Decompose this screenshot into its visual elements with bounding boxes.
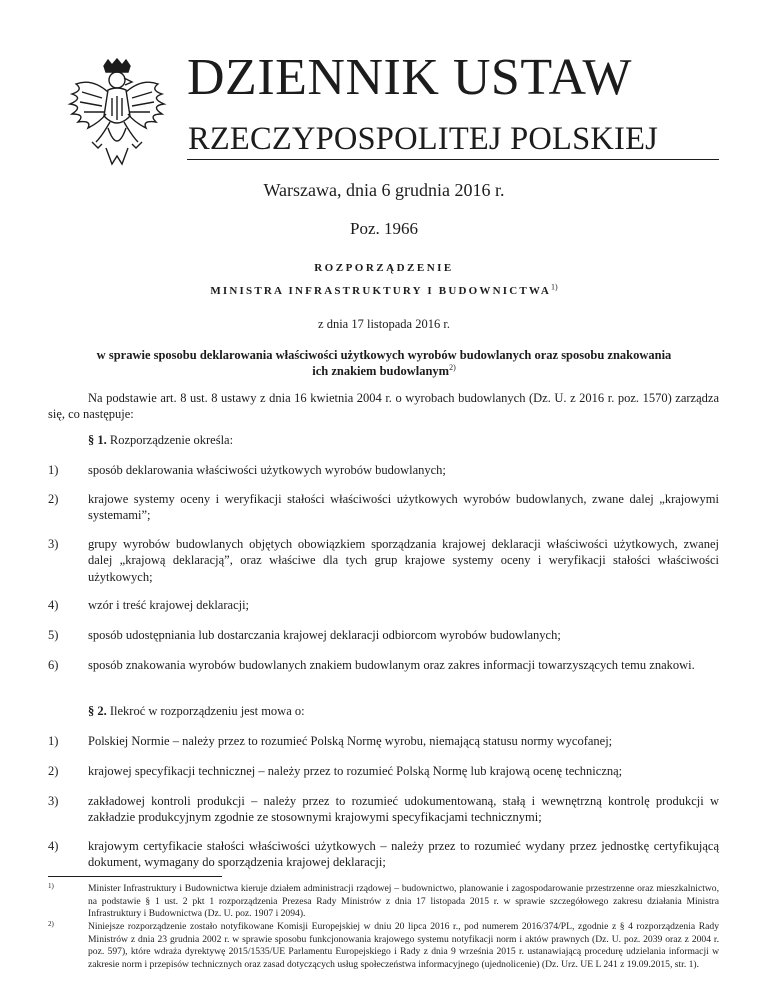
footnote-number: 2) — [48, 920, 54, 928]
list-item-number: 4) — [48, 598, 59, 612]
subject-line-1: w sprawie sposobu deklarowania właściwości użytkowych wyrobów budowlanych oraz sposobu znakowania — [96, 348, 672, 362]
eagle-emblem — [62, 58, 172, 170]
list-item-number: 1) — [48, 734, 59, 748]
title-divider — [187, 159, 719, 160]
act-type: ROZPORZĄDZENIE — [314, 262, 454, 274]
footnote-text: Niniejsze rozporządzenie zostało notyfikowane Komisji Europejskiej w dniu 20 lipca 2016 r., pod numerem 2016/374/PL, zgodnie z § 4 rozporządzenia Rady Ministrów z dnia 23 grudnia 2002 r. w sprawie sposobu funkcjonowania krajowego systemu notyfikacji norm i aktów prawnych (Dz. U. poz. 2039 oraz z 2004 r. poz. 597), które wdraża dyrektywę 2015/1535/UE Parlamentu Europejskiego i Rady z dnia 9 września 2015 r. ustanawiającą procedurę udzielania informacji w zakresie norm i przepisów technicznych oraz zasad dotyczących usług społeczeństwa informacyjnego (ujednolicenie) (Dz. Urz. UE L 241 z 19.09.2015, str. 1). — [88, 921, 719, 970]
list-item-text: zakładowej kontroli produkcji – należy przez to rozumieć udokumentowaną, stałą i wewnętrzną kontrolę produkcji w zakładzie produkcyjnym zgodnie ze stosownymi krajowymi specyfikacjami technicznymi; — [88, 794, 719, 825]
list-item-text: sposób udostępniania lub dostarczania krajowej deklaracji odbiorcom wyrobów budowlanych; — [88, 628, 561, 642]
list-item-number: 3) — [48, 794, 59, 808]
place-date: Warszawa, dnia 6 grudnia 2016 r. — [263, 180, 505, 200]
footnote-divider — [48, 876, 222, 877]
section-2-lead: Ilekroć w rozporządzeniu jest mowa o: — [106, 704, 305, 718]
section-2-heading — [88, 703, 305, 719]
list-item-number: 5) — [48, 628, 59, 642]
list-item-number: 6) — [48, 658, 59, 672]
journal-subtitle: RZECZYPOSPOLITEJ POLSKIEJ — [188, 121, 658, 157]
list-item-text: krajowe systemy oceny i weryfikacji stałości właściwości użytkowych wyrobów budowlanych, zwane dalej „krajowymi systemami”; — [88, 492, 719, 523]
list-item-text: sposób znakowania wyrobów budowlanych znakiem budowlanym oraz zakres informacji towarzyszących temu znakowi. — [88, 658, 695, 672]
list-item-text: krajowej specyfikacji technicznej – należy przez to rozumieć Polską Normę lub krajową ocenę techniczną; — [88, 764, 623, 778]
list-item-text: krajowym certyfikacie stałości właściwości użytkowych – należy przez to rozumieć wydany przez jednostkę certyfikującą dokument, wymagany do sporządzenia krajowej deklaracji; — [88, 839, 719, 870]
subject-line-2: ich znakiem budowlanym — [312, 364, 450, 378]
footnote-ref-1: 1) — [551, 282, 558, 292]
act-date: z dnia 17 listopada 2016 r. — [318, 317, 450, 331]
issuer-name: MINISTRA INFRASTRUKTURY I BUDOWNICTWA — [210, 285, 551, 297]
act-subject — [80, 347, 688, 379]
list-item-text: grupy wyrobów budowlanych objętych obowiązkiem sporządzania krajowej deklaracji właściwości użytkowych, zwanej dalej „krajową deklaracją”, oraz właściwe dla tych grup krajowe systemy oceny i weryfikacji stałości właściwości użytkowych; — [88, 537, 719, 584]
list-item-number: 2) — [48, 492, 59, 506]
section-1-marker: § 1. — [88, 433, 107, 447]
list-item-text: Polskiej Normie – należy przez to rozumieć Polską Normę wyrobu, niemającą statusu normy wycofanej; — [88, 734, 613, 748]
section-1-heading — [88, 432, 233, 448]
journal-title: DZIENNIK USTAW — [187, 49, 632, 106]
section-2-marker: § 2. — [88, 704, 107, 718]
position-number: Poz. 1966 — [350, 219, 418, 238]
list-item-number: 3) — [48, 537, 59, 551]
footnote-number: 1) — [48, 882, 54, 890]
legal-basis-paragraph: Na podstawie art. 8 ust. 8 ustawy z dnia 16 kwietnia 2004 r. o wyrobach budowlanych (Dz. U. z 2016 r. poz. 1570) zarządza się, co następuje: — [48, 391, 719, 422]
list-item-number: 2) — [48, 764, 59, 778]
act-issuer — [0, 282, 768, 297]
list-item-number: 4) — [48, 839, 59, 853]
section-1-lead: Rozporządzenie określa: — [106, 433, 234, 447]
footnote-text: Minister Infrastruktury i Budownictwa kieruje działem administracji rządowej – budownictwo, planowanie i zagospodarowanie przestrzenne oraz mieszkalnictwo, na podstawie § 1 ust. 2 pkt 1 rozporządzenia Prezesa Rady Ministrów z dnia 17 listopada 2015 r. w sprawie szczegółowego zakresu działania Ministra Infrastruktury i Budownictwa (Dz. U. poz. 1907 i 2094). — [88, 883, 719, 920]
list-item-number: 1) — [48, 463, 59, 477]
footnote-ref-2: 2) — [449, 362, 456, 372]
list-item-text: wzór i treść krajowej deklaracji; — [88, 598, 250, 612]
list-item-text: sposób deklarowania właściwości użytkowych wyrobów budowlanych; — [88, 463, 446, 477]
